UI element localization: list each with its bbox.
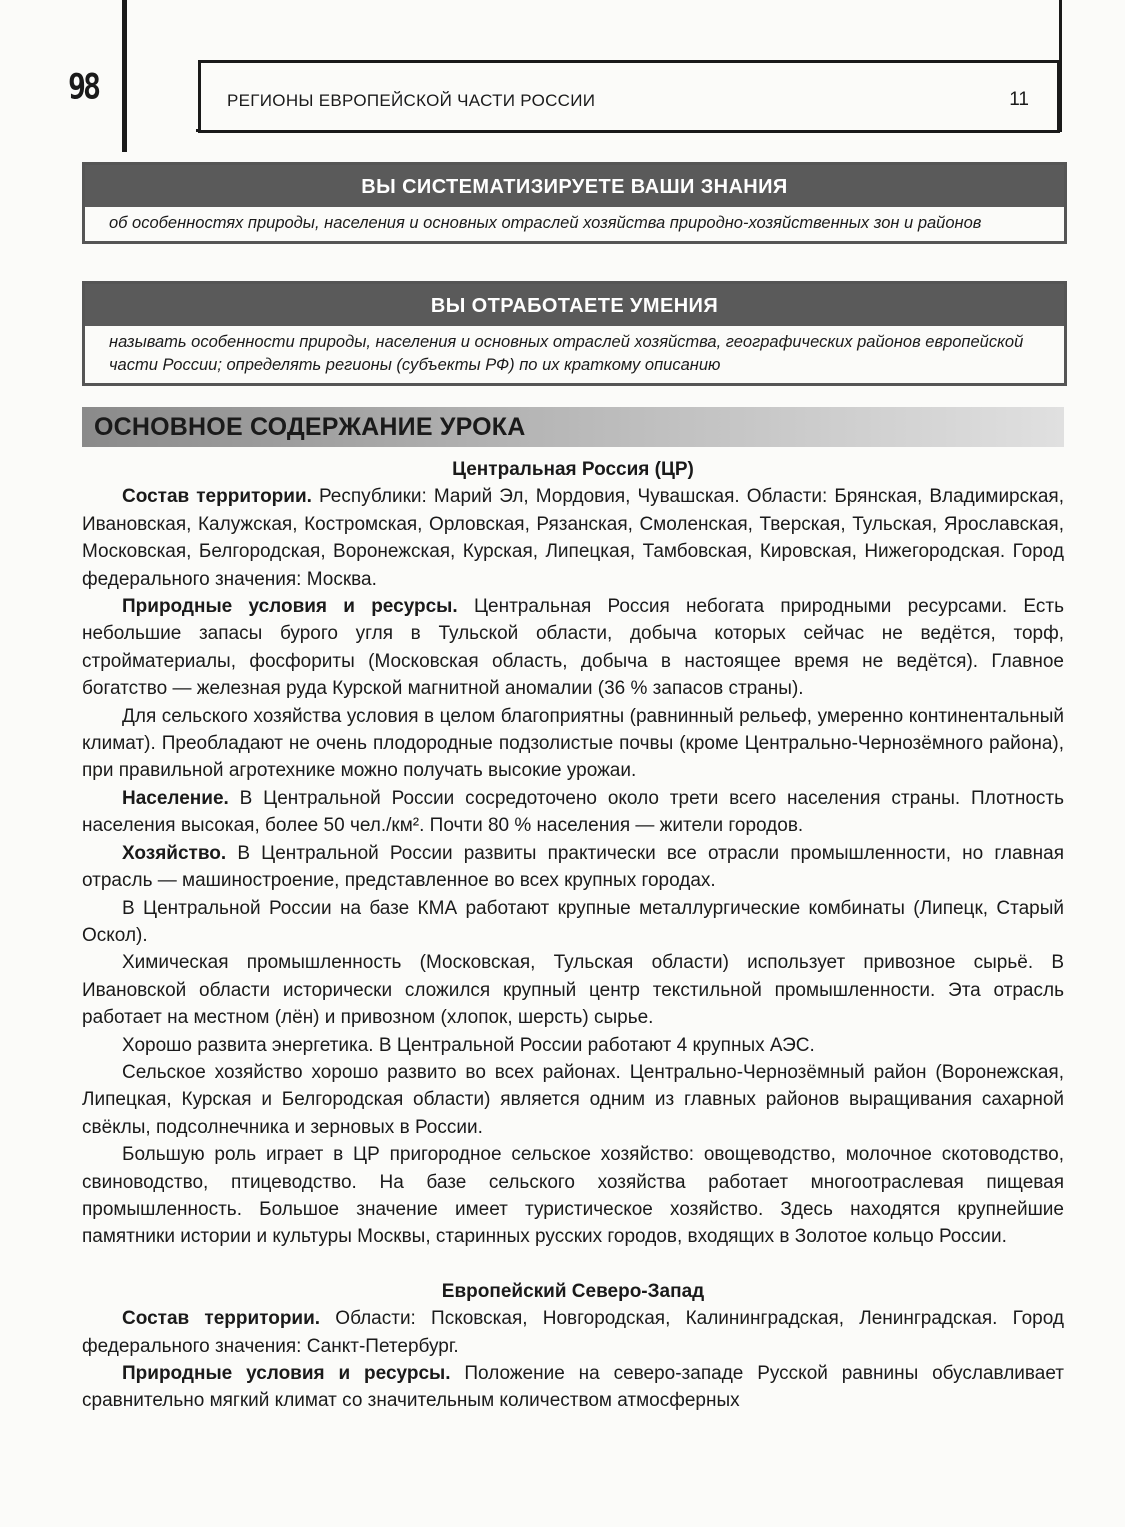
paragraph-lead: Хозяйство. [122,842,227,864]
paragraph: Природные условия и ресурсы. Положение на северо-западе Русской равнины обуславливает сравнительно мягкий климат со значительным количеством атмосферных [82,1363,1064,1412]
lesson-content [82,456,1064,1415]
goal-box-skills [82,281,1067,386]
paragraph-lead: Природные условия и ресурсы. [122,596,458,618]
lesson-number: 11 [1009,89,1029,110]
paragraph: Химическая промышленность (Московская, Тульская области) использует привозное сырьё. В Ивановской области исторически сложился крупный центр текстильной промышленности. Эта отрасль работает на местном (лён) и привозном (хлопок, шерсть) сырье. [82,952,1064,1029]
paragraph: Состав территории. Области: Псковская, Новгородская, Калининградская, Ленинградская. Город федерального значения: Санкт-Петербург. [82,1308,1064,1357]
paragraph: В Центральной России на базе КМА работают крупные металлургические комбинаты (Липецк, Старый Оскол). [82,897,1064,946]
goal-box-knowledge [82,162,1067,244]
section-banner [82,407,1064,447]
paragraph: Хорошо развита энергетика. В Центральной России работают 4 крупных АЭС. [122,1034,815,1056]
paragraph-lead: Природные условия и ресурсы. [122,1363,451,1384]
paragraph: Природные условия и ресурсы. Центральная Россия небогата природными ресурсами. Есть небольшие запасы бурого угля в Тульской области, добыча которых сейчас не ведётся, торф, стройматериалы, фосфориты (Московская область, добыча в настоящее время не ведётся). Главное богатство — железная руда Курской магнитной аномалии (36 % запасов страны). [82,596,1064,700]
paragraph-lead: Состав территории. [122,486,312,508]
page-number: 98 [68,67,99,108]
running-header [198,60,1060,133]
paragraph: Сельское хозяйство хорошо развито во всех районах. Центрально-Чернозёмный район (Воронежская, Липецкая, Курская и Белгородская области) является одним из главных районов выращивания сахарной свёклы, подсолнечника и зерновых в России. [82,1061,1064,1138]
goal-text: называть особенности природы, населения и основных отраслей хозяйства, географических районов европейской части России; определять регионы (субъекты РФ) по их краткому описанию [109,333,1024,374]
margin-rule [122,0,127,152]
paragraph: Большую роль играет в ЦР пригородное сельское хозяйство: овощеводство, молочное скотоводство, свиноводство, птицеводство. На базе сельского хозяйства работает многоотраслевая пищевая промышленность. Большое значение имеет туристическое хозяйство. Здесь находятся крупнейшие памятники истории и культуры Москвы, старинных русских городов, входящих в Золотое кольцо России. [82,1144,1064,1248]
goal-text: об особенностях природы, населения и основных отраслей хозяйства природно-хозяйственных зон и районов [109,214,982,232]
goal-heading: ВЫ ОТРАБОТАЕТЕ УМЕНИЯ [85,284,1064,326]
chapter-title: РЕГИОНЫ ЕВРОПЕЙСКОЙ ЧАСТИ РОССИИ [227,91,596,110]
paragraph: Для сельского хозяйства условия в целом благоприятны (равнинный рельеф, умеренно континентальный климат). Преобладают не очень плодородные подзолистые почвы (кроме Центрально-Чернозёмного района), при правильной агротехнике можно получать высокие урожаи. [82,705,1064,782]
subsection-title-northwest: Европейский Северо-Запад [441,1280,705,1302]
paragraph-lead: Население. [122,787,229,809]
paragraph: Хозяйство. В Центральной России развиты практически все отрасли промышленности, но главная отрасль — машиностроение, представленное во всех крупных городах. [82,842,1064,892]
paragraph: Население. В Центральной России сосредоточено около трети всего населения страны. Плотность населения высокая, более 50 чел./км². Почти 80 % населения — жители городов. [82,787,1064,837]
subsection-title-central: Центральная Россия (ЦР) [452,459,694,480]
section-title: ОСНОВНОЕ СОДЕРЖАНИЕ УРОКА [94,413,526,441]
goal-heading: ВЫ СИСТЕМАТИЗИРУЕТЕ ВАШИ ЗНАНИЯ [85,165,1064,207]
paragraph: Состав территории. Республики: Марий Эл, Мордовия, Чувашская. Области: Брянская, Владимирская, Ивановская, Калужская, Костромская, Орловская, Рязанская, Смоленская, Тверская, Тульская, Ярославская, Московская, Белгородская, Воронежская, Курская, Липецкая, Тамбовская, Кировская, Нижегородская. Город федерального значения: Москва. [82,486,1064,590]
paragraph-lead: Состав территории. [122,1308,321,1330]
